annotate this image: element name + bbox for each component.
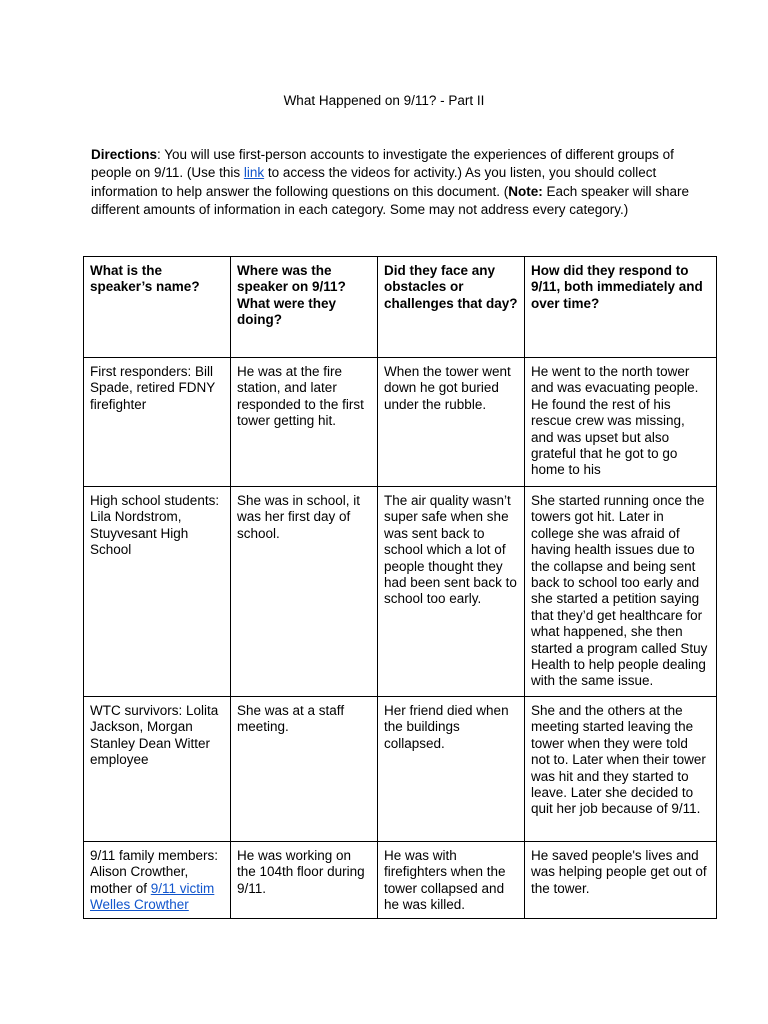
cell-response: He saved people's lives and was helping people get out of the tower.: [525, 842, 717, 919]
directions-label: Directions: [91, 147, 158, 162]
cell-speaker: [84, 842, 231, 919]
cell-speaker: WTC survivors: Lolita Jackson, Morgan Stanley Dean Witter employee: [84, 697, 231, 842]
header-obstacles: Did they face any obstacles or challenges that day?: [378, 257, 525, 358]
table-row: [84, 842, 717, 919]
header-response: How did they respond to 9/11, both immediately and over time?: [525, 257, 717, 358]
cell-where: He was at the fire station, and later responded to the first tower getting hit.: [231, 358, 378, 487]
table-header-row: [84, 257, 717, 358]
cell-obstacles: Her friend died when the buildings collapsed.: [378, 697, 525, 842]
cell-where: She was at a staff meeting.: [231, 697, 378, 842]
cell-response: She started running once the towers got hit. Later in college she was afraid of having health issues due to the collapse and being sent back to school too early and she started a petition saying that they’d get healthcare for what happened, she then started a program called Stuy Health to help people dealing with the same issue.: [525, 487, 717, 697]
cell-where: He was working on the 104th floor during 9/11.: [231, 842, 378, 919]
header-speaker-name: What is the speaker’s name?: [84, 257, 231, 358]
speaker-prefix: 9/11 family members: Alison Crowther, mother of: [90, 848, 219, 896]
directions-paragraph: [91, 146, 691, 219]
videos-link[interactable]: link: [243, 165, 265, 181]
cell-response: He went to the north tower and was evacuating people. He found the rest of his rescue crew was missing, and was upset but also grateful that he got to go home to his: [525, 358, 717, 487]
directions-text-2: to access the videos for activity.) As you listen, you should collect information to help answer the following questions on this document. (: [91, 165, 657, 199]
cell-obstacles: The air quality wasn’t super safe when she was sent back to school which a lot of people thought they had been sent back to school too early.: [378, 487, 525, 697]
header-location: Where was the speaker on 9/11? What were they doing?: [231, 257, 378, 358]
cell-obstacles: He was with firefighters when the tower collapsed and he was killed.: [378, 842, 525, 919]
table-row: [84, 487, 717, 697]
accounts-table: [83, 256, 717, 919]
directions-text-1: : You will use first-person accounts to investigate the experiences of different groups of people on 9/11. (Use this: [91, 147, 674, 181]
victim-link[interactable]: 9/11 victim Welles Crowther: [90, 880, 215, 913]
table-row: [84, 697, 717, 842]
cell-response: She and the others at the meeting started leaving the tower when they were told not to. Later when their tower was hit and they started to leave. Later she decided to quit her job because of 9/11.: [525, 697, 717, 842]
note-label: Note:: [508, 183, 543, 199]
cell-where: She was in school, it was her first day of school.: [231, 487, 378, 697]
cell-speaker: High school students: Lila Nordstrom, Stuyvesant High School: [84, 487, 231, 697]
directions-text-3: Each speaker will share different amounts of information in each category. Some may not address every category.): [91, 183, 690, 217]
table-row: [84, 358, 717, 487]
page-title: What Happened on 9/11? - Part II: [283, 93, 485, 108]
cell-obstacles: When the tower went down he got buried under the rubble.: [378, 358, 525, 487]
cell-speaker: First responders: Bill Spade, retired FDNY firefighter: [84, 358, 231, 487]
